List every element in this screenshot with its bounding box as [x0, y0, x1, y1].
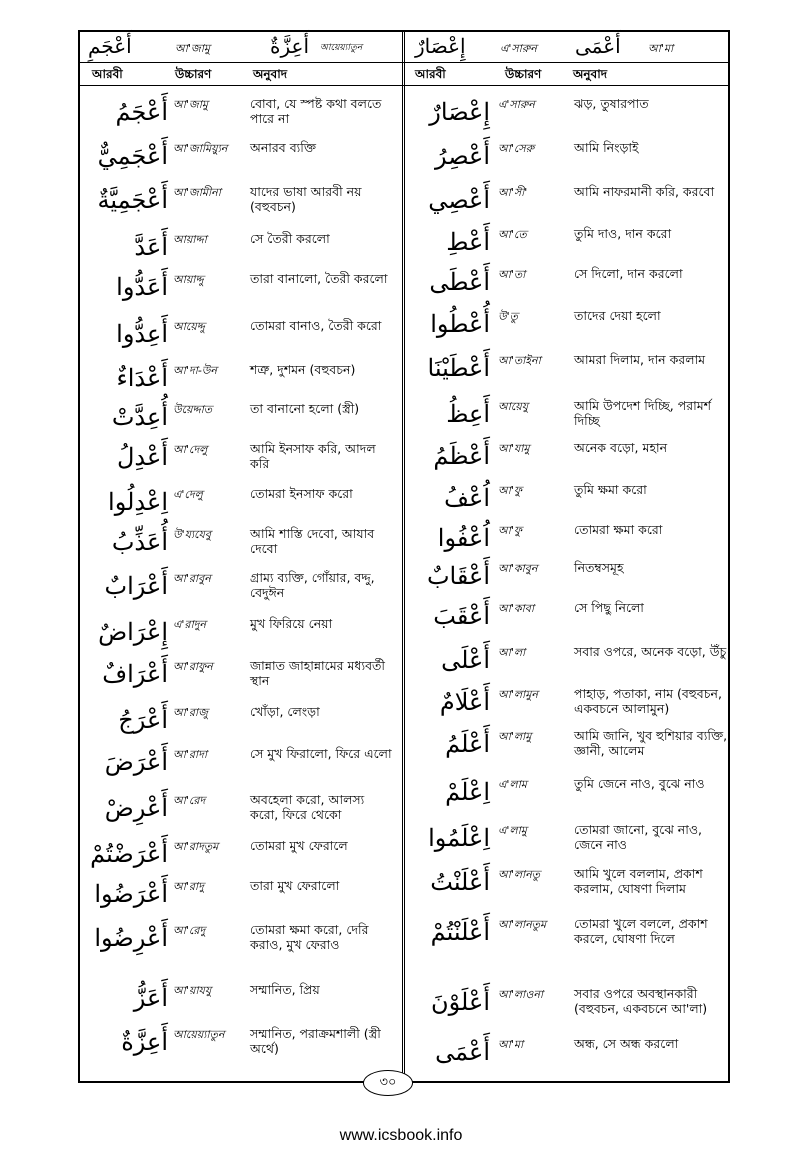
entry-meaning: পাহাড়, পতাকা, নাম (বহুবচন, একবচনে আলামুন) — [574, 686, 722, 716]
entry-arabic: أَعْرِضْ — [104, 794, 168, 822]
header-left-pron-2: আয়েয়্যাতুন — [320, 43, 363, 53]
dictionary-page — [78, 30, 730, 1083]
entry-arabic: أَعْلَوْنَ — [431, 988, 490, 1016]
entry-pronunciation: আ'সী' — [498, 186, 528, 199]
entry-meaning: অন্ধ, সে অন্ধ করলো — [574, 1036, 679, 1051]
entry-arabic: أَعَدَّ — [134, 233, 168, 261]
entry-meaning: তুমি দাও, দান করো — [574, 226, 672, 241]
col-header-meaning-left: অনুবাদ — [253, 67, 288, 81]
entry-arabic: أَعْمَى — [435, 1038, 490, 1066]
entry-meaning: খোঁড়া, লেংড়া — [250, 704, 320, 719]
entry-pronunciation: আ'লাওনা — [498, 988, 544, 1001]
entry-arabic: أَعْلَنْتُ — [430, 868, 490, 896]
entry-meaning: মুখ ফিরিয়ে নেয়া — [250, 616, 333, 631]
entry-arabic: اِعْلَمُوا — [428, 824, 490, 852]
entry-meaning: আমি খুলে বললাম, প্রকাশ করলাম, ঘোষণা দিলাম — [574, 866, 703, 896]
entry-meaning: ঝড়, তুষারপাত — [574, 96, 649, 111]
entry-arabic: أَعْرَضُوا — [94, 880, 168, 908]
entry-pronunciation: আ'জামীনা — [173, 186, 221, 199]
entry-pronunciation: এ'সারুন — [498, 98, 535, 111]
entry-meaning: তোমরা ক্ষমা করো, দেরি করাও, মুখ ফেরাও — [250, 922, 369, 952]
left-column — [80, 86, 400, 1081]
entry-pronunciation: আ'যামু — [498, 442, 530, 455]
entry-arabic: اُعْفُوا — [437, 524, 490, 552]
entry-pronunciation: আয়েযু — [498, 400, 529, 413]
entry-meaning: যাদের ভাষা আরবী নয় (বহুবচন) — [250, 184, 362, 214]
entry-arabic: أَعْدَاءٌ — [116, 364, 168, 392]
entry-arabic: أَعْطِ — [446, 228, 490, 256]
entry-pronunciation: আয়েয়্যাতুন — [173, 1028, 225, 1041]
entry-arabic: أَعْلَنْتُمْ — [430, 918, 490, 946]
entry-arabic: أَعِدُّوا — [116, 320, 168, 348]
entry-arabic: إِعْصَارٌ — [429, 98, 490, 126]
entry-pronunciation: আ'মা — [498, 1038, 524, 1051]
entry-pronunciation: আ'লানতু — [498, 868, 541, 881]
entry-meaning: তুমি ক্ষমা করো — [574, 482, 647, 497]
entry-pronunciation: আয়াদ্দু — [173, 273, 204, 286]
entry-pronunciation: আ'কাবা — [498, 602, 535, 615]
entry-arabic: اِعْدِلُوا — [108, 488, 168, 516]
entry-pronunciation: আ'তাইনা — [498, 354, 541, 367]
entry-pronunciation: আ'লা — [498, 646, 526, 659]
header-right-pron-2: আ'মা — [648, 42, 674, 55]
entry-arabic: أَعْطَى — [429, 268, 490, 296]
entry-arabic: أَعْرَافٌ — [102, 660, 168, 688]
col-header-meaning-right: অনুবাদ — [573, 67, 608, 81]
entry-meaning: তোমরা ইনসাফ করো — [250, 486, 353, 501]
entry-arabic: أَعْجَمِيٌّ — [97, 142, 168, 170]
entry-meaning: আমি নিংড়াই — [574, 140, 639, 155]
entry-pronunciation: এ'রাদুন — [173, 618, 206, 631]
entry-pronunciation: আ'রাদতুম — [173, 840, 219, 853]
page-number: ৩০ — [363, 1070, 413, 1096]
entry-pronunciation: আয়েদ্দু — [173, 320, 205, 333]
col-header-pron-right: উচ্চারণ — [505, 67, 542, 81]
entry-pronunciation: আ'জামিয়্যুন — [173, 142, 228, 155]
entry-pronunciation: আ'রাদু — [173, 880, 204, 893]
entry-meaning: তাদের দেয়া হলো — [574, 308, 661, 323]
header-left-arabic-1: أَعْجَمِ — [88, 34, 132, 58]
entry-arabic: أُعَذِّبُ — [111, 528, 168, 556]
entry-arabic: اُعْفُ — [444, 484, 490, 512]
header-left-arabic-2: أَعِزَّةٌ — [270, 34, 310, 58]
entry-meaning: তোমরা মুখ ফেরালে — [250, 838, 348, 853]
footer-url: www.icsbook.info — [339, 1127, 463, 1144]
entry-meaning: তোমরা ক্ষমা করো — [574, 522, 663, 537]
entry-meaning: আমি উপদেশ দিচ্ছি, পরামর্শ দিচ্ছি — [574, 398, 712, 428]
entry-pronunciation: আ'দা-উন — [173, 364, 217, 377]
entry-meaning: আমি নাফরমানী করি, করবো — [574, 184, 715, 199]
entry-meaning: আমি জানি, খুব হুশিয়ার ব্যক্তি, জ্ঞানী, আলেম — [574, 728, 728, 758]
entry-pronunciation: আ'সেরু — [498, 142, 535, 155]
entry-arabic: أَعْرِضُوا — [94, 924, 168, 952]
entry-meaning: শত্রু, দুশমন (বহুবচন) — [250, 362, 356, 377]
entry-pronunciation: আ'তে — [498, 228, 527, 241]
entry-meaning: তোমরা খুলে বললে, প্রকাশ করলে, ঘোষণা দিলে — [574, 916, 708, 946]
column-divider — [402, 32, 405, 1081]
entry-meaning: তোমরা জানো, বুঝে নাও, জেনে নাও — [574, 822, 703, 852]
entry-arabic: أُعِدَّتْ — [111, 403, 168, 431]
entry-arabic: أَعْرَابٌ — [104, 572, 168, 600]
entry-meaning: আমরা দিলাম, দান করলাম — [574, 352, 706, 367]
entry-arabic: أَعْلَامٌ — [439, 688, 490, 716]
entry-arabic: أَعْجَمُ — [115, 98, 168, 126]
entry-arabic: أَعِظُ — [446, 400, 490, 428]
entry-meaning: সে তৈরী করলো — [250, 231, 330, 246]
entry-meaning: জান্নাত জাহান্নামের মধ্যবর্তী স্থান — [250, 658, 385, 688]
entry-arabic: أَعِزَّةٌ — [121, 1028, 168, 1056]
entry-arabic: أَعْجَمِيَّةٌ — [97, 186, 168, 214]
right-column — [406, 86, 730, 1081]
entry-pronunciation: আ'রেদু — [173, 924, 206, 937]
entry-arabic: أَعْقَبَ — [433, 602, 490, 630]
entry-meaning: গ্রাম্য ব্যক্তি, গোঁয়ার, বদ্দু, বেদুঈন — [250, 570, 375, 600]
entry-meaning: সম্মানিত, পরাক্রমশালী (স্ত্রী অর্থে) — [250, 1026, 381, 1056]
entry-arabic: أَعْرَضَ — [104, 748, 168, 776]
entry-arabic: اِعْلَمْ — [445, 778, 490, 806]
entry-pronunciation: উ'য্যযেবু — [173, 528, 211, 541]
header-left-pron-1: আ'জামু — [175, 42, 210, 55]
entry-arabic: أَعَزُّ — [133, 984, 168, 1012]
entry-meaning: সম্মানিত, প্রিয় — [250, 982, 320, 997]
entry-pronunciation: আ'রাবুন — [173, 572, 211, 585]
entry-meaning: তা বানানো হলো (স্ত্রী) — [250, 401, 360, 416]
entry-meaning: অবহেলা করো, আলস্য করো, ফিরে থেকো — [250, 792, 365, 822]
col-header-pron-left: উচ্চারণ — [175, 67, 212, 81]
entry-arabic: أَعْلَمُ — [445, 730, 490, 758]
entry-meaning: তারা মুখ ফেরালো — [250, 878, 340, 893]
entry-pronunciation: আ'রাজু — [173, 706, 208, 719]
entry-pronunciation: আ'লামুন — [498, 688, 538, 701]
entry-meaning: তোমরা বানাও, তৈরী করো — [250, 318, 382, 333]
entry-meaning: নিতম্বসমূহ — [574, 560, 624, 575]
entry-pronunciation: আ'দেলু — [173, 443, 208, 456]
entry-arabic: أَعْطَيْنَا — [427, 354, 490, 382]
entry-pronunciation: আ'রাদা — [173, 748, 208, 761]
entry-arabic: أَعْظَمُ — [433, 442, 490, 470]
entry-arabic: أَعْدِلُ — [116, 443, 168, 471]
header-right-arabic-1: إِعْصَارٌ — [415, 34, 466, 58]
entry-arabic: أَعْقَابٌ — [426, 562, 490, 590]
entry-meaning: তুমি জেনে নাও, বুঝে নাও — [574, 776, 705, 791]
entry-meaning: আমি ইনসাফ করি, আদল করি — [250, 441, 376, 471]
entry-pronunciation: আ'তা — [498, 268, 526, 281]
entry-arabic: أَعْصِي — [428, 186, 490, 214]
entry-arabic: أَعْرَضْتُمْ — [90, 840, 168, 868]
entry-meaning: বোবা, যে স্পষ্ট কথা বলতে পারে না — [250, 96, 382, 126]
entry-pronunciation: এ'দেলু — [173, 488, 203, 501]
entry-meaning: আমি শাস্তি দেবো, আযাব দেবো — [250, 526, 375, 556]
entry-pronunciation: উ'তু — [498, 310, 518, 323]
entry-pronunciation: আ'লানতুম — [498, 918, 547, 931]
header-right-pron-1: এ'সারুন — [500, 42, 537, 55]
entry-pronunciation: এ'লাম — [498, 778, 527, 791]
entry-meaning: সবার ওপরে অবস্থানকারী (বহুবচন, একবচনে আ'লা) — [574, 986, 708, 1016]
entry-arabic: أَعْلَى — [441, 646, 490, 674]
entry-arabic: أَعَدُّوا — [116, 273, 168, 301]
entry-pronunciation: উয়েদ্দাত — [173, 403, 213, 416]
entry-pronunciation: আ'ফু — [498, 484, 522, 497]
entry-pronunciation: আ'কাবুন — [498, 562, 538, 575]
col-header-arabic-left: আরবী — [92, 67, 123, 81]
header-right-arabic-2: أَعْمَى — [575, 34, 621, 58]
entry-arabic: إِعْرَاضٌ — [98, 618, 168, 646]
entry-meaning: অনারব ব্যক্তি — [250, 140, 317, 155]
entry-meaning: অনেক বড়ো, মহান — [574, 440, 668, 455]
entry-arabic: أَعْرَجُ — [118, 706, 168, 734]
entry-arabic: أُعْطُوا — [430, 310, 490, 338]
entry-pronunciation: আ'য়াযযু — [173, 984, 212, 997]
entry-pronunciation: আ'লামু — [498, 730, 532, 743]
entry-meaning: সবার ওপরে, অনেক বড়ো, উঁচু — [574, 644, 727, 659]
entry-pronunciation: আ'রেদ — [173, 794, 206, 807]
entry-arabic: أَعْصِرُ — [434, 142, 490, 170]
entry-meaning: সে মুখ ফিরালো, ফিরে এলো — [250, 746, 392, 761]
entry-pronunciation: আয়াদ্দা — [173, 233, 207, 246]
entry-meaning: তারা বানালো, তৈরী করলো — [250, 271, 388, 286]
entry-pronunciation: আ'ফু — [498, 524, 522, 537]
entry-pronunciation: আ'রাফুন — [173, 660, 213, 673]
entry-meaning: সে পিছু নিলো — [574, 600, 644, 615]
entry-meaning: সে দিলো, দান করলো — [574, 266, 683, 281]
col-header-arabic-right: আরবী — [415, 67, 446, 81]
entry-pronunciation: এ'লামু — [498, 824, 527, 837]
entry-pronunciation: আ'জামু — [173, 98, 208, 111]
